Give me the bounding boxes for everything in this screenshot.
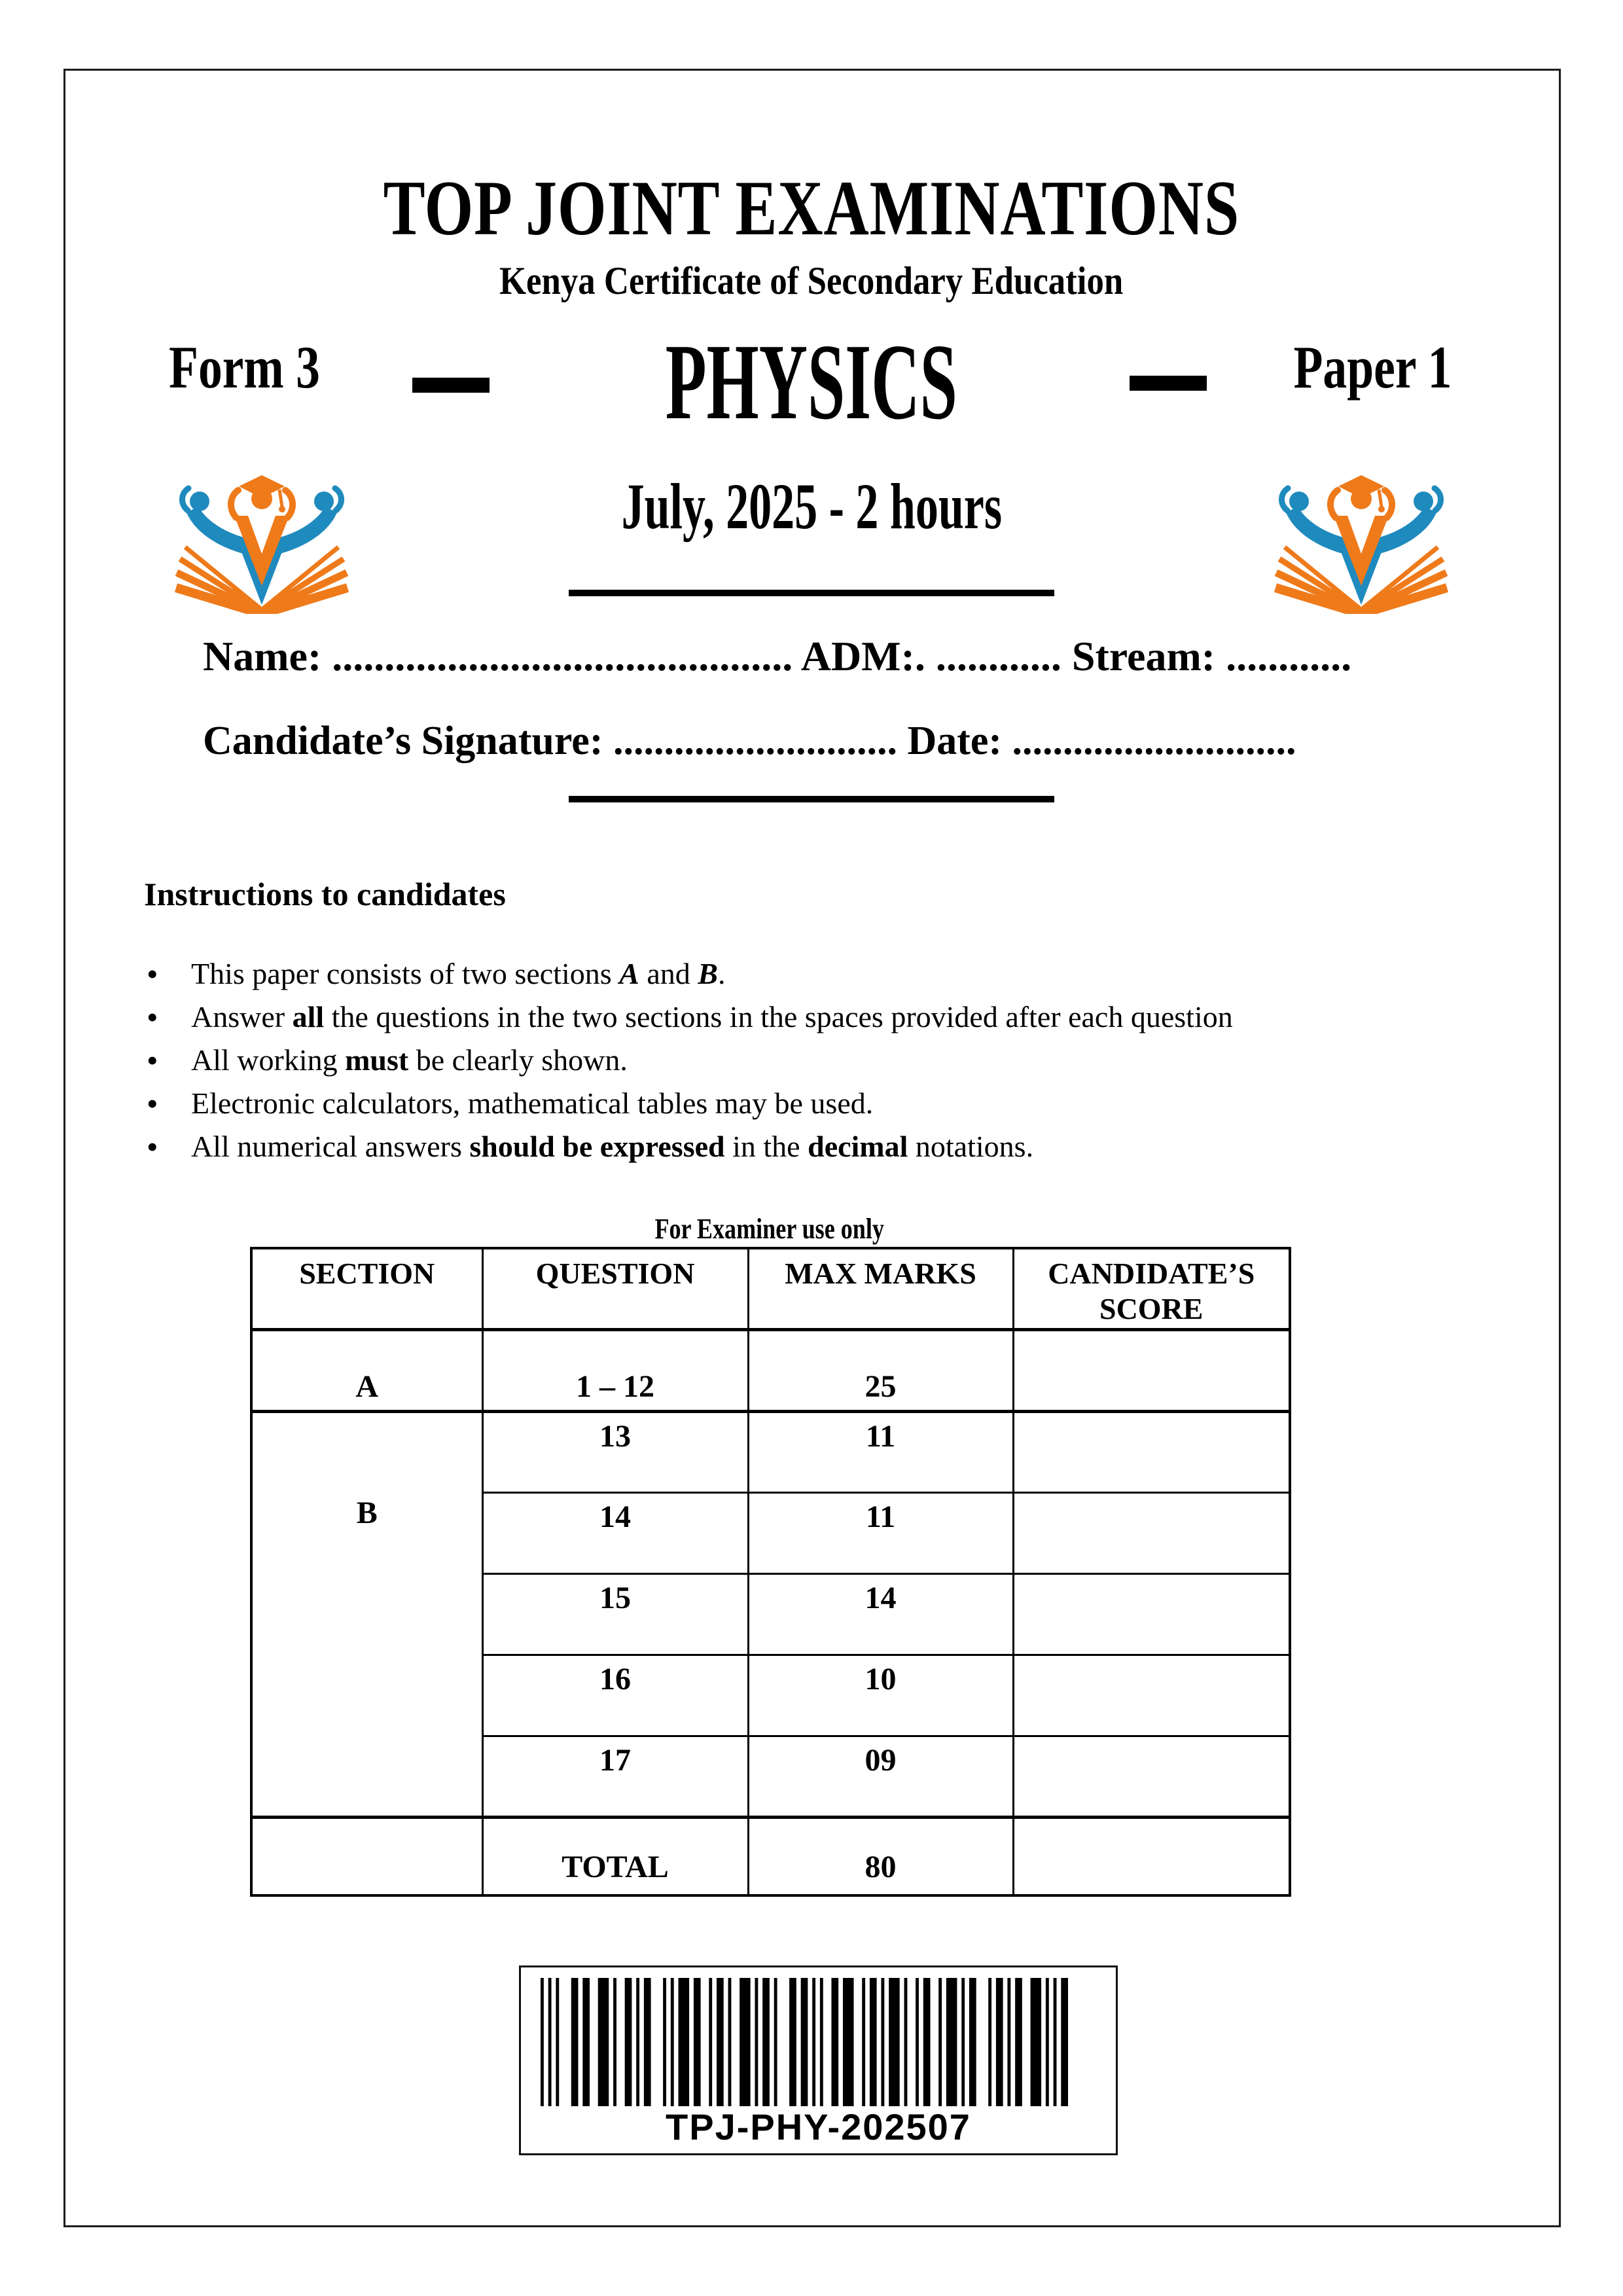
col-header-question: QUESTION [482,1248,748,1329]
instructions-heading: Instructions to candidates [144,876,506,912]
question-number: 14 [482,1492,748,1573]
section-b-cell: B [251,1411,482,1817]
table-row-section-a [251,1329,1290,1411]
question-score-cell[interactable] [1013,1573,1290,1655]
section-a-score-cell[interactable] [1013,1329,1290,1411]
question-max-marks: 10 [748,1655,1013,1736]
horizontal-rule-bottom [569,796,1054,802]
instruction-item: • All numerical answers should be expressed in the decimal notations. [144,1132,1499,1162]
barcode-text: TPJ-PHY-202507 [666,2106,971,2147]
question-number: 13 [482,1411,748,1492]
section-a-max-marks: 25 [748,1329,1013,1411]
instructions-list [144,959,1499,1175]
page-title: TOP JOINT EXAMINATIONS [383,164,1240,251]
question-max-marks: 11 [748,1411,1013,1492]
section-a-cell: A [251,1329,482,1411]
name-adm-stream-field[interactable]: Name: ............................................ ADM:. ............ Stream: ............ [203,633,1352,679]
total-max-marks: 80 [748,1817,1013,1895]
exam-session-label: July, 2025 - 2 hours [621,470,1002,543]
total-score-cell[interactable] [1013,1817,1290,1895]
instruction-item: • Answer all the questions in the two sections in the spaces provided after each question [144,1002,1499,1032]
examiner-table-caption: For Examiner use only [654,1213,884,1245]
paper-number-label: Paper 1 [1293,334,1452,401]
page-subtitle: Kenya Certificate of Secondary Education [499,259,1124,302]
instruction-item: • All working must be clearly shown. [144,1045,1499,1075]
question-score-cell[interactable] [1013,1411,1290,1492]
form-level-label: Form 3 [169,334,320,401]
col-header-section: SECTION [251,1248,482,1329]
barcode-icon [541,1978,1069,2106]
instruction-item: • Electronic calculators, mathematical tables may be used. [144,1088,1499,1119]
question-max-marks: 09 [748,1736,1013,1817]
table-row [251,1411,1290,1492]
total-label: TOTAL [482,1817,748,1895]
instruction-item: • This paper consists of two sections A and B. [144,959,1499,989]
question-score-cell[interactable] [1013,1655,1290,1736]
question-number: 16 [482,1655,748,1736]
question-score-cell[interactable] [1013,1492,1290,1573]
question-max-marks: 11 [748,1492,1013,1573]
examiner-score-table [250,1247,1291,1897]
barcode-panel [519,1965,1118,2155]
horizontal-rule-top [569,590,1054,596]
question-score-cell[interactable] [1013,1736,1290,1817]
col-header-max-marks: MAX MARKS [748,1248,1013,1329]
question-max-marks: 14 [748,1573,1013,1655]
table-header-row [251,1248,1290,1329]
table-row-total [251,1817,1290,1895]
total-section-cell [251,1817,482,1895]
question-number: 17 [482,1736,748,1817]
section-a-questions: 1 – 12 [482,1329,748,1411]
col-header-candidate-score: CANDIDATE’S SCORE [1013,1248,1290,1329]
subject-title: PHYSICS [665,321,958,442]
separator-dash-right [1130,376,1207,391]
question-number: 15 [482,1573,748,1655]
signature-date-field[interactable]: Candidate’s Signature: ............................ Date: ............................ [203,719,1296,763]
